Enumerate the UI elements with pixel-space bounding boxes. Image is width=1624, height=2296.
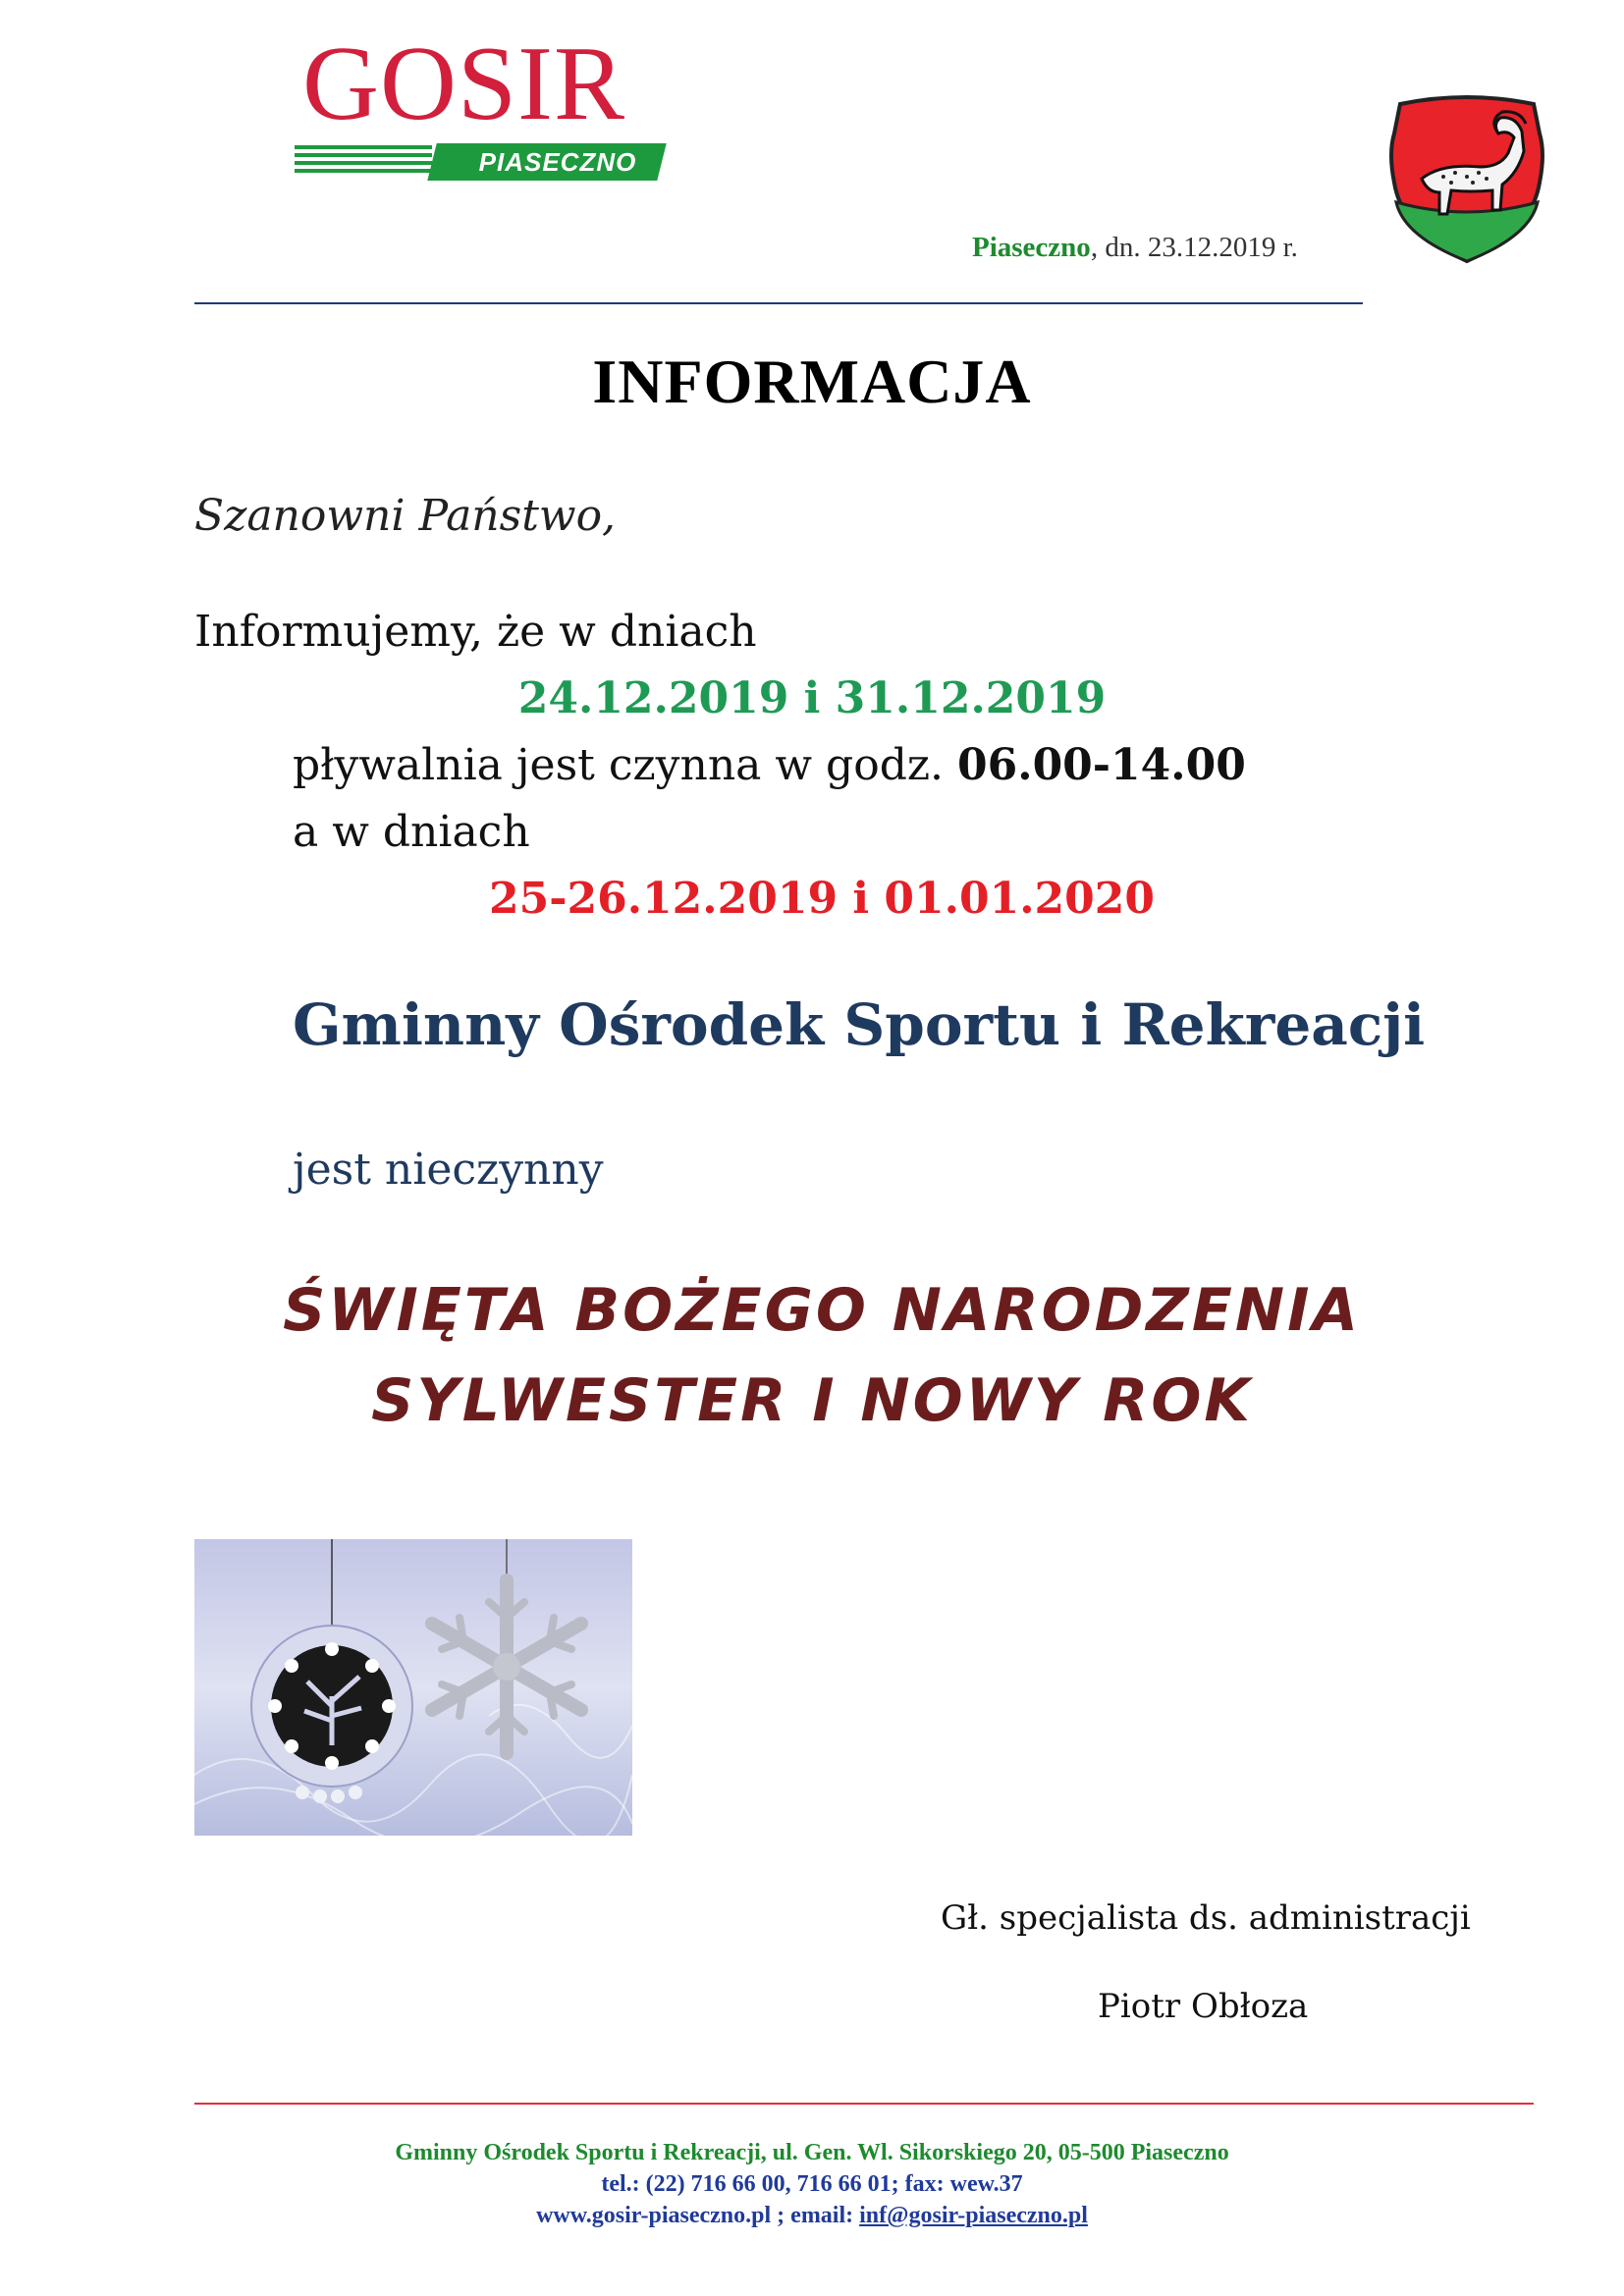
pool-text: pływalnia jest czynna w godz. — [293, 740, 958, 790]
document-title: INFORMACJA — [592, 347, 1032, 416]
gosir-logo — [295, 26, 668, 185]
footer-web-prefix: www.gosir-piaseczno.pl ; email: — [536, 2203, 860, 2228]
logo-subtitle: PIASECZNO — [478, 147, 637, 177]
header-divider — [194, 302, 1363, 304]
organization-name: Gminny Ośrodek Sportu i Rekreacji — [293, 991, 1426, 1058]
signature-title: Gł. specjalista ds. administracji — [941, 1898, 1471, 1938]
dates-short-hours: 24.12.2019 i 31.12.2019 — [517, 673, 1107, 723]
date-text: , dn. 23.12.2019 r. — [1090, 232, 1298, 263]
holiday-line-2: SYLWESTER I NOWY ROK — [371, 1366, 1253, 1435]
date-city: Piaseczno — [972, 232, 1091, 263]
pool-hours-line — [293, 740, 1246, 790]
footer-web — [0, 2203, 1624, 2229]
footer-address: Gminny Ośrodek Sportu i Rekreacji, ul. Gen. Wl. Sikorskiego 20, 05-500 Piaseczno — [395, 2140, 1229, 2165]
email-link[interactable]: inf@gosir-piaseczno.pl — [859, 2203, 1088, 2228]
and-text: a w dniach — [293, 807, 530, 857]
dates-closed: 25-26.12.2019 i 01.01.2020 — [489, 874, 1155, 924]
greeting: Szanowni Państwo, — [194, 491, 617, 541]
closed-text: jest nieczynny — [293, 1145, 604, 1195]
footer-divider — [194, 2103, 1534, 2105]
piaseczno-crest-icon — [1382, 94, 1551, 267]
holiday-line-1: ŚWIĘTA BOŻEGO NARODZENIA — [283, 1276, 1361, 1345]
signature-name: Piotr Obłoza — [1098, 1987, 1309, 2026]
intro-text: Informujemy, że w dniach — [194, 607, 757, 657]
footer-phone: tel.: (22) 716 66 00, 716 66 01; fax: wew.37 — [601, 2171, 1023, 2197]
logo-stripes — [295, 145, 432, 181]
christmas-ornament-photo — [194, 1539, 632, 1836]
pool-hours: 06.00-14.00 — [957, 740, 1246, 790]
document-date — [972, 232, 1298, 264]
logo-wordmark: GOSIR — [302, 26, 626, 142]
